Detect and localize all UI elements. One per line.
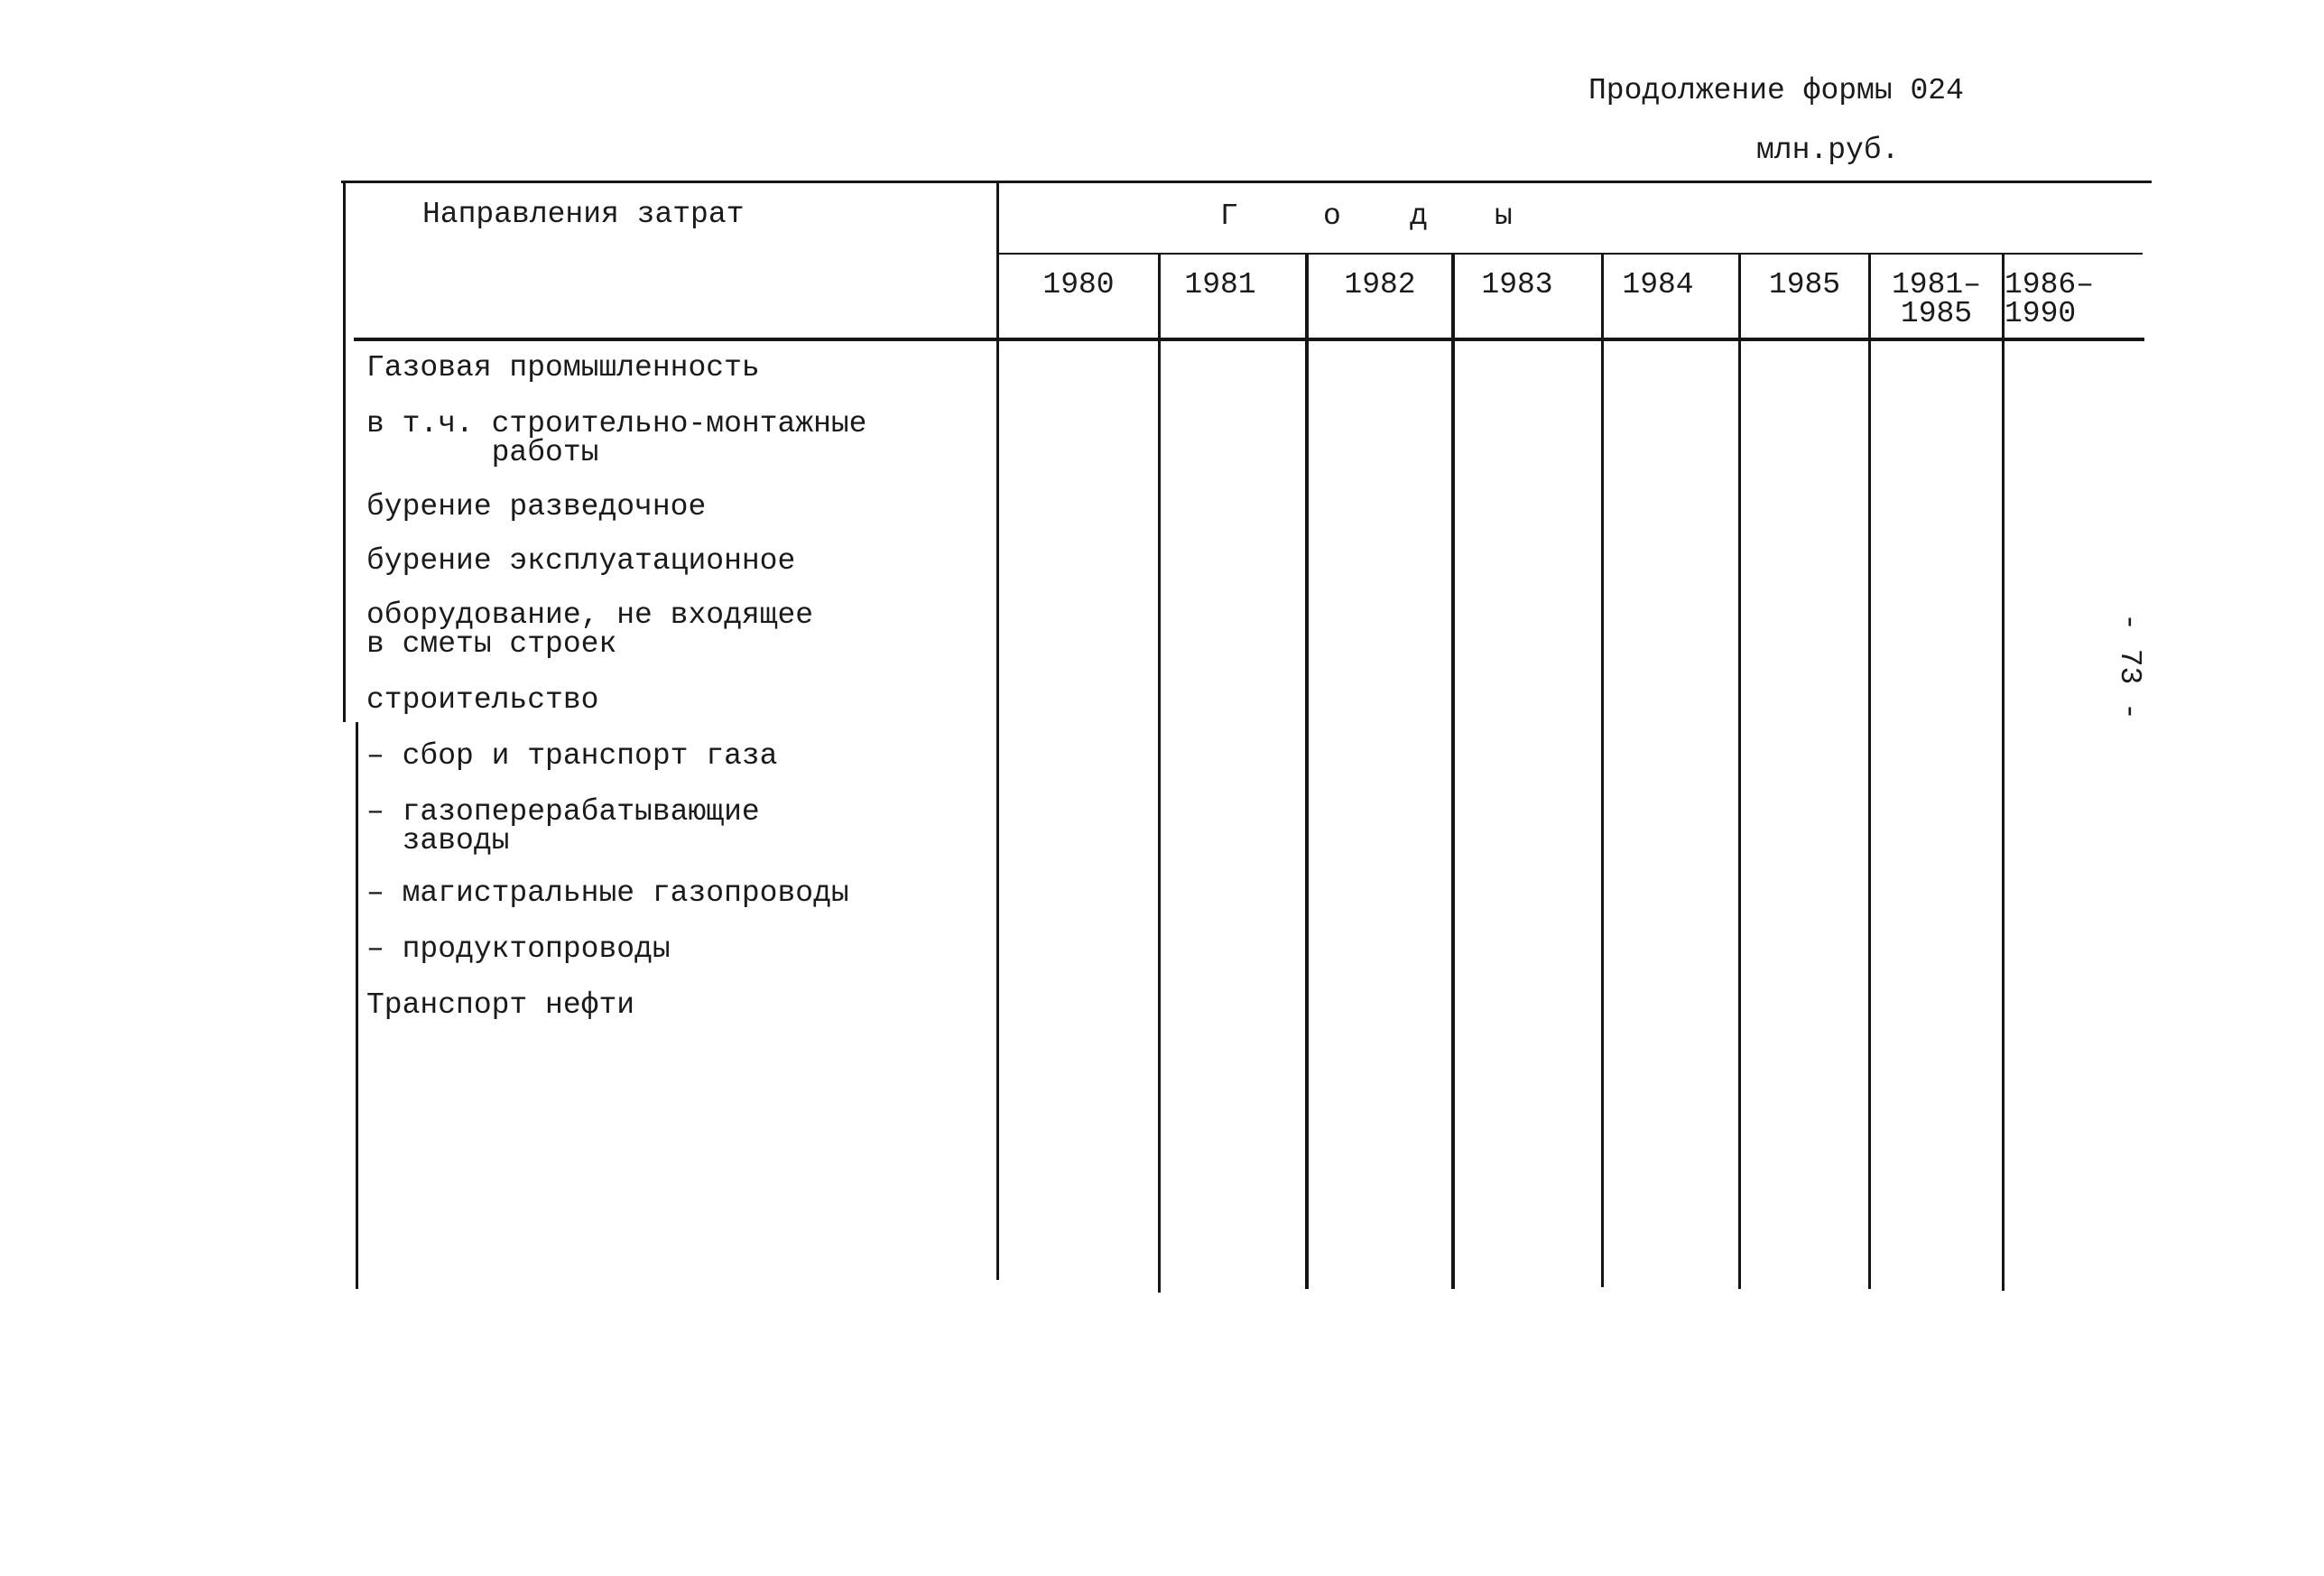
row-label-construction-works: в т.ч. строительно-монтажные работы bbox=[366, 407, 867, 469]
col-border-1982 bbox=[1305, 255, 1309, 1289]
row-label-construction: строительство bbox=[366, 683, 599, 717]
row-label-gas-collection: – сбор и транспорт газа bbox=[366, 739, 778, 773]
table-top-border bbox=[341, 181, 2152, 183]
year-header-1981-1985: 1981– 1985 bbox=[1891, 268, 1982, 330]
row-label-product-pipelines: – продуктопроводы bbox=[366, 932, 671, 966]
row-label-production-drilling: бурение эксплуатационное bbox=[366, 544, 796, 578]
year-header-1983: 1983 bbox=[1481, 268, 1553, 301]
year-header-1981: 1981 bbox=[1184, 268, 1256, 301]
years-header-y: ы bbox=[1495, 199, 1513, 233]
year-header-1982: 1982 bbox=[1344, 268, 1416, 301]
col-border-1981 bbox=[1158, 255, 1161, 1293]
year-header-1986-1990: 1986– 1990 bbox=[2005, 268, 2095, 330]
years-subheader-line bbox=[998, 253, 2143, 255]
form-continuation-label: Продолжение формы 024 bbox=[1588, 74, 1964, 107]
row-label-oil-transport: Транспорт нефти bbox=[366, 988, 635, 1022]
year-header-1985: 1985 bbox=[1768, 268, 1841, 301]
row-label-gas-processing-plants: – газоперерабатывающие заводы bbox=[366, 795, 760, 858]
row-label-trunk-pipelines: – магистральные газопроводы bbox=[366, 876, 849, 910]
col-border-1986-1990 bbox=[2002, 255, 2005, 1291]
years-header-g: Г bbox=[1220, 199, 1238, 233]
table-left-border bbox=[343, 181, 346, 722]
row-label-exploratory-drilling: бурение разведочное bbox=[366, 490, 707, 524]
col-border-1984 bbox=[1601, 255, 1604, 1287]
col-border-1985 bbox=[1738, 255, 1741, 1289]
first-col-border bbox=[996, 181, 999, 1280]
row-label-equipment: оборудование, не входящее в сметы строек bbox=[366, 598, 814, 661]
row-label-gas-industry: Газовая промышленность bbox=[366, 351, 760, 385]
header-bottom-border bbox=[354, 338, 2144, 341]
years-header-d: д bbox=[1410, 199, 1428, 233]
units-label: млн.руб. bbox=[1756, 134, 1900, 167]
col-border-1981-1985 bbox=[1868, 255, 1871, 1289]
col-border-1983 bbox=[1451, 255, 1455, 1289]
year-header-1980: 1980 bbox=[1042, 268, 1115, 301]
table-left-border-lower bbox=[356, 722, 358, 1289]
year-header-1984: 1984 bbox=[1622, 268, 1694, 301]
years-header-o: о bbox=[1323, 199, 1341, 233]
page-number: - 73 - bbox=[2112, 613, 2146, 720]
first-col-header: Направления затрат bbox=[422, 198, 745, 231]
